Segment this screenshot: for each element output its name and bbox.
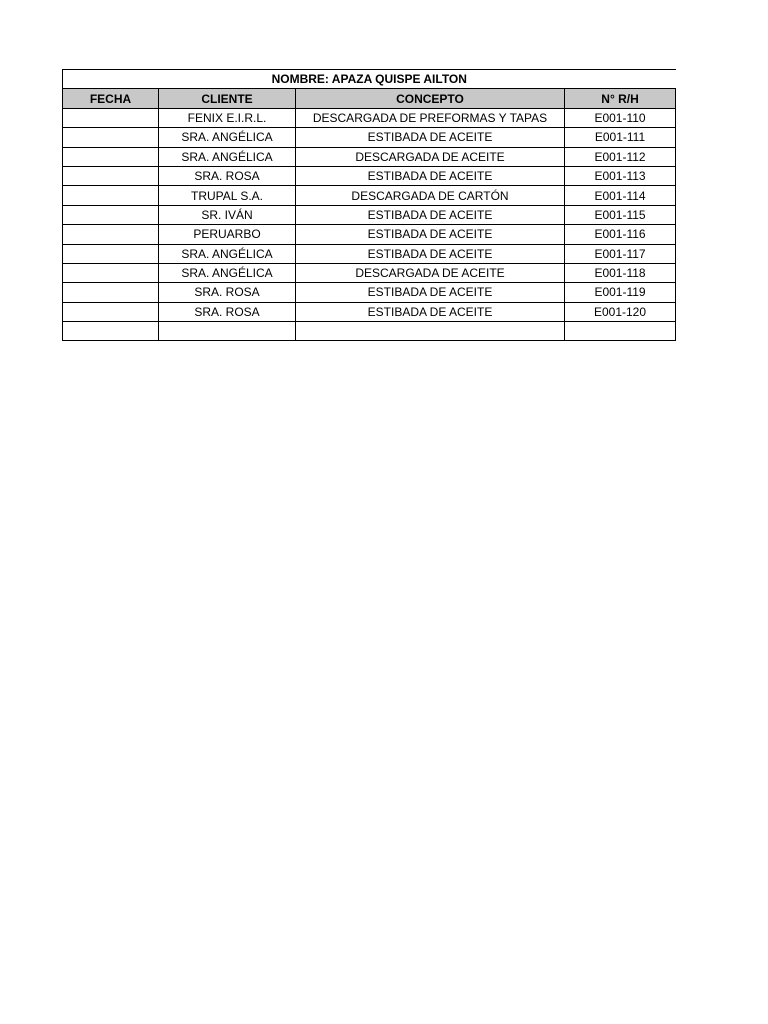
spreadsheet-sheet xyxy=(62,69,675,341)
table-row xyxy=(63,302,676,321)
cell-fecha xyxy=(63,147,159,166)
cell-concepto: ESTIBADA DE ACEITE xyxy=(296,205,565,224)
cell-cliente: SRA. ANGÉLICA xyxy=(159,128,296,147)
cell-nrh xyxy=(565,322,676,341)
cell-nrh: E001-112 xyxy=(565,147,676,166)
cell-concepto: ESTIBADA DE ACEITE xyxy=(296,225,565,244)
cell-nrh: E001-120 xyxy=(565,302,676,321)
table-row xyxy=(63,128,676,147)
cell-cliente xyxy=(159,322,296,341)
cell-nrh: E001-118 xyxy=(565,263,676,282)
cell-fecha xyxy=(63,322,159,341)
cell-fecha xyxy=(63,186,159,205)
table-row xyxy=(63,186,676,205)
cell-cliente: SR. IVÁN xyxy=(159,205,296,224)
cell-cliente: SRA. ROSA xyxy=(159,166,296,185)
cell-fecha xyxy=(63,166,159,185)
cell-nrh: E001-114 xyxy=(565,186,676,205)
cell-concepto: DESCARGADA DE PREFORMAS Y TAPAS xyxy=(296,108,565,127)
cell-concepto: ESTIBADA DE ACEITE xyxy=(296,166,565,185)
cell-concepto xyxy=(296,322,565,341)
table-row xyxy=(63,166,676,185)
table-row xyxy=(63,205,676,224)
column-header-fecha: FECHA xyxy=(63,89,159,108)
table-row xyxy=(63,147,676,166)
cell-cliente: SRA. ROSA xyxy=(159,302,296,321)
cell-cliente: SRA. ANGÉLICA xyxy=(159,244,296,263)
invoice-table xyxy=(62,69,676,341)
cell-fecha xyxy=(63,244,159,263)
cell-concepto: ESTIBADA DE ACEITE xyxy=(296,302,565,321)
cell-concepto: DESCARGADA DE CARTÓN xyxy=(296,186,565,205)
cell-cliente: PERUARBO xyxy=(159,225,296,244)
cell-nrh: E001-116 xyxy=(565,225,676,244)
cell-fecha xyxy=(63,302,159,321)
column-header-nrh: N° R/H xyxy=(565,89,676,108)
header-row xyxy=(63,89,676,108)
cell-concepto: DESCARGADA DE ACEITE xyxy=(296,263,565,282)
cell-concepto: ESTIBADA DE ACEITE xyxy=(296,128,565,147)
cell-nrh: E001-115 xyxy=(565,205,676,224)
cell-fecha xyxy=(63,283,159,302)
column-header-cliente: CLIENTE xyxy=(159,89,296,108)
table-row xyxy=(63,283,676,302)
table-row xyxy=(63,244,676,263)
cell-nrh: E001-110 xyxy=(565,108,676,127)
cell-nrh: E001-113 xyxy=(565,166,676,185)
cell-nrh: E001-111 xyxy=(565,128,676,147)
cell-fecha xyxy=(63,263,159,282)
cell-nrh: E001-117 xyxy=(565,244,676,263)
cell-cliente: SRA. ANGÉLICA xyxy=(159,263,296,282)
cell-cliente: SRA. ANGÉLICA xyxy=(159,147,296,166)
cell-fecha xyxy=(63,205,159,224)
cell-cliente: TRUPAL S.A. xyxy=(159,186,296,205)
table-row xyxy=(63,263,676,282)
table-row xyxy=(63,322,676,341)
table-title: NOMBRE: APAZA QUISPE AILTON xyxy=(63,70,676,89)
cell-fecha xyxy=(63,225,159,244)
table-body xyxy=(63,108,676,341)
cell-concepto: ESTIBADA DE ACEITE xyxy=(296,283,565,302)
cell-fecha xyxy=(63,108,159,127)
cell-cliente: FENIX E.I.R.L. xyxy=(159,108,296,127)
column-header-concepto: CONCEPTO xyxy=(296,89,565,108)
cell-concepto: DESCARGADA DE ACEITE xyxy=(296,147,565,166)
cell-concepto: ESTIBADA DE ACEITE xyxy=(296,244,565,263)
cell-fecha xyxy=(63,128,159,147)
cell-nrh: E001-119 xyxy=(565,283,676,302)
cell-cliente: SRA. ROSA xyxy=(159,283,296,302)
title-row xyxy=(63,70,676,89)
table-row xyxy=(63,225,676,244)
table-row xyxy=(63,108,676,127)
